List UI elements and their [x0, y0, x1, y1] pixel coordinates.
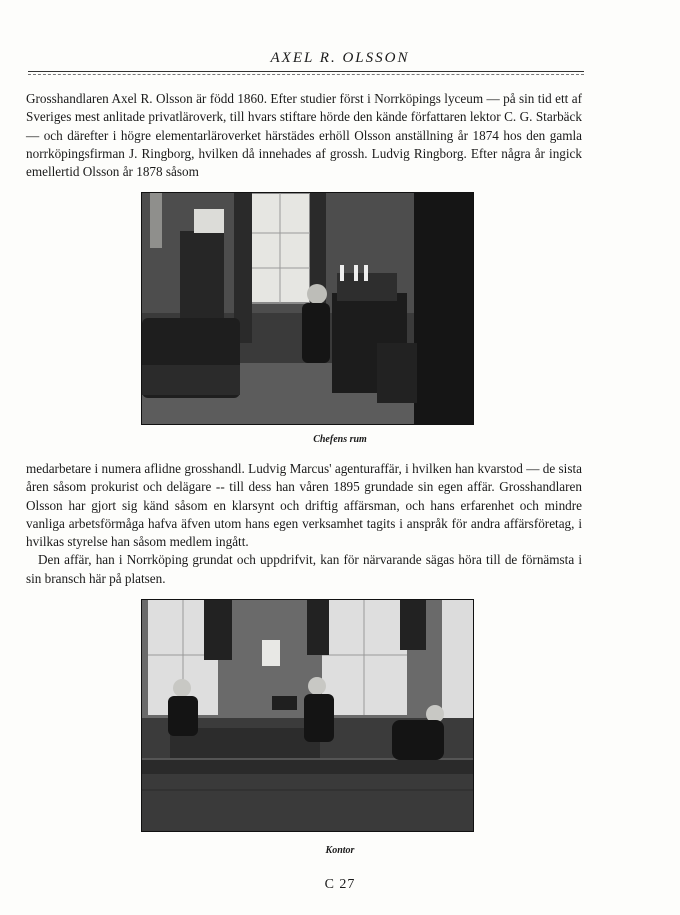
page-number: C 27	[324, 877, 356, 892]
paragraph-intro: Grosshandlaren Axel R. Olsson är född 1860. Efter studier först i Norrköpings lyceum — på sin tid ett af Sveriges mest anlitade privatläroverk, till hvars stiftare hörde den kände författaren lektor C. G. Starbäck — och därefter i högre elementarläroverket härstädes erhöll Olsson anställning år 1874 hos den gamla norrköpingsfirman J. Ringborg, hvilken då innehades af grossh. Ludvig Ringborg. Efter några år ingick emellertid Olsson år 1878 såsom	[26, 91, 582, 180]
photo-kontor	[141, 599, 474, 832]
running-header-title: AXEL R. OLSSON	[270, 50, 410, 66]
header-rule-secondary	[28, 74, 584, 75]
paragraph-career: medarbetare i numera aflidne grosshandl. Ludvig Marcus' agenturaffär, i hvilken han kvarstod — de sista åren såsom prokurist och delägare -- till dess han våren 1895 grundade sin egen affär. Grosshandlaren Olsson har gjort sig känd såsom en klarsynt och driftig affärsman, och hans erfarenhet och mindre vanliga arbetsförmåga hafva äfven utom hans egen verksamhet tagits i anspråk för andra affärsföretag, i hvilkas styrelse han såsom medlem ingått.	[26, 461, 582, 550]
photo-caption-chefens-rum: Chefens rum	[313, 434, 367, 445]
paragraph-business: Den affär, han i Norrköping grundat och uppdrifvit, kan för närvarande sägas höra till de förnämsta i sin bransch här på platsen.	[26, 552, 582, 586]
header-rule	[28, 71, 584, 72]
body-text-continued	[26, 460, 582, 588]
photo-chefens-rum	[141, 192, 474, 425]
photo-caption-kontor: Kontor	[325, 845, 355, 856]
